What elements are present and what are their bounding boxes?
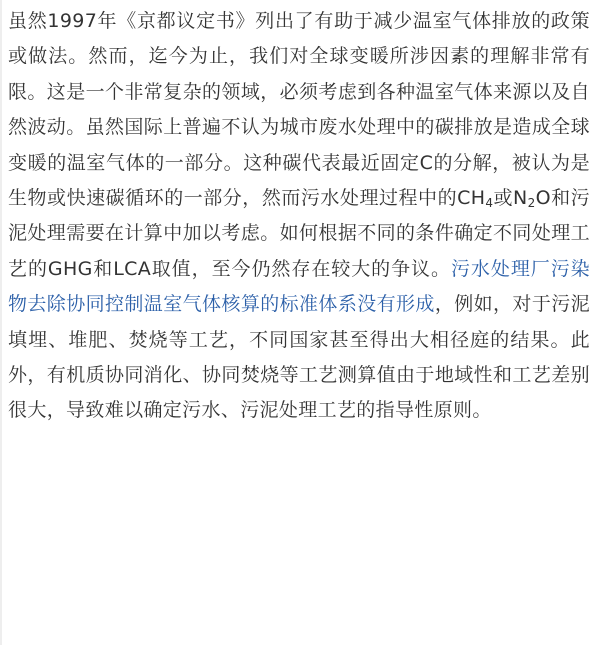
paragraph-text-part-1: 虽然1997年《京都议定书》列出了有助于减少温室气体排放的政策或做法。然而，迄今为止，我们对全球变暖所涉因素的理解非常有限。这是一个非常复杂的领域，必须考虑到各种温室气体来源以及自然波动。虽然国际上普遍不认为城市废水处理中的碳排放是造成全球变暖的温室气体的一部分。这种碳代表最近固定C的分解，被认为是生物或快速碳循环的一部分，然而污水处理过程中的CH [8,10,590,210]
left-edge-divider [0,0,2,645]
highlighted-text: 污水处理厂污染物去除协同控制温室气体核算的标准体系没有形成 [8,257,591,316]
paragraph-text-part-3: O和污泥处理需要在计算中加以考虑。如何根据不同的条件确定不同处理工艺的GHG和LCA取值，至今仍然存在较大的争议。 [8,187,590,280]
ch4-subscript: 4 [485,196,494,211]
paragraph-text-part-4: ，例如，对于污泥填埋、堆肥、焚烧等工艺，不同国家甚至得出大相径庭的结果。此外，有机质协同消化、协同焚烧等工艺测算值由于地域性和工艺差别很大，导致难以确定污水、污泥处理工艺的指导性原则。 [8,293,590,422]
paragraph-text-part-2: 或N [493,187,528,210]
n2o-subscript: 2 [527,196,536,211]
article-paragraph [8,4,590,429]
